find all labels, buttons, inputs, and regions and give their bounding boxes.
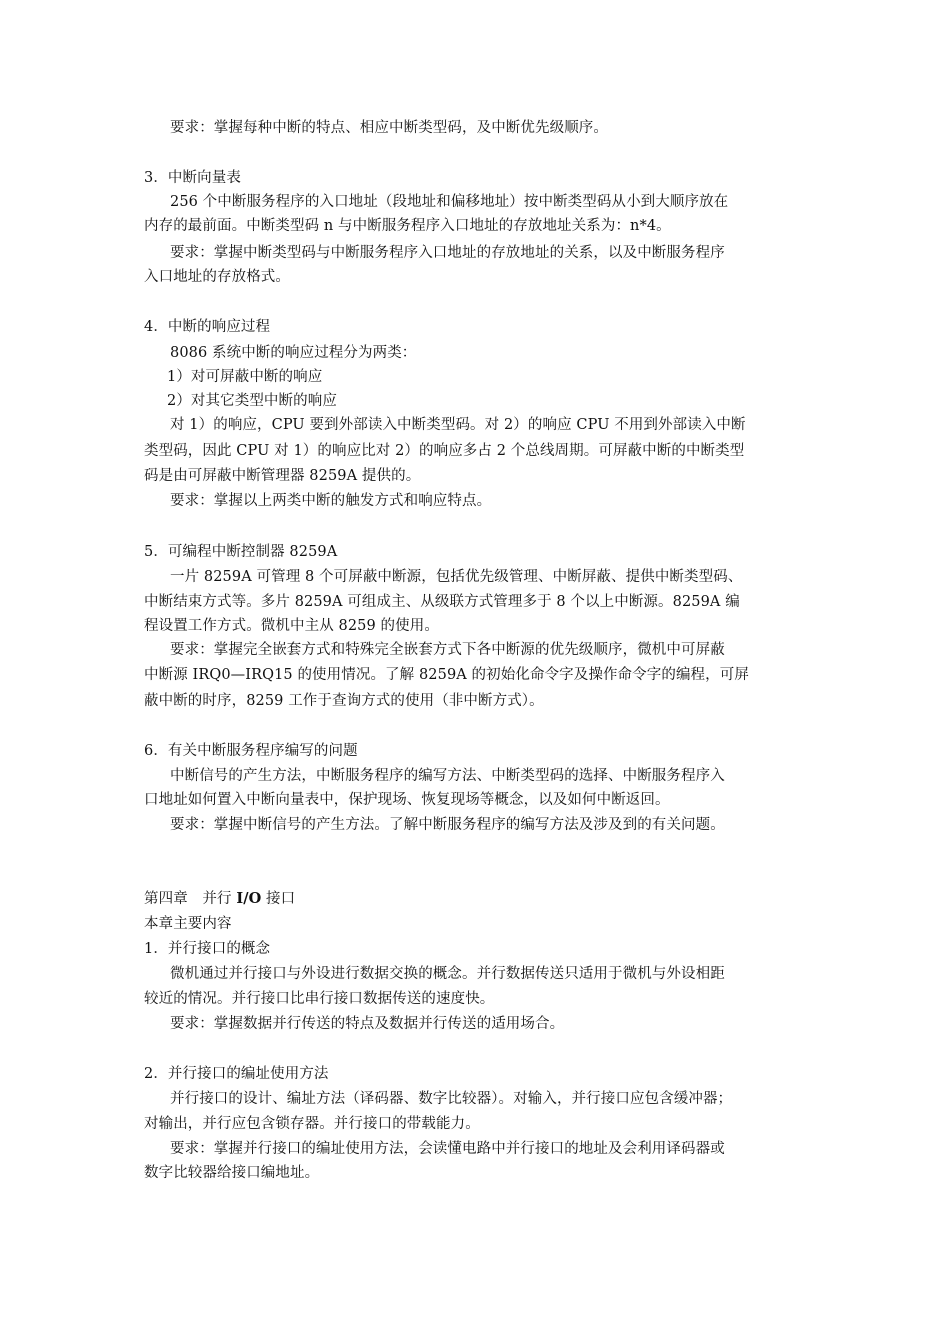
paragraph-line: 要求：掌握完全嵌套方式和特殊完全嵌套方式下各中断源的优先级顺序，微机中可屏蔽 xyxy=(170,642,725,658)
chapter-title-prefix: 第四章 并行 xyxy=(144,891,237,907)
paragraph-line: 要求：掌握中断类型码与中断服务程序入口地址的存放地址的关系，以及中断服务程序 xyxy=(170,245,725,261)
list-item: 1）对可屏蔽中断的响应 xyxy=(167,369,323,385)
section-heading: 1．并行接口的概念 xyxy=(144,941,271,957)
paragraph-line: 内存的最前面。中断类型码 n 与中断服务程序入口地址的存放地址关系为：n*4。 xyxy=(144,218,671,234)
paragraph-line: 中断结束方式等。多片 8259A 可组成主、从级联方式管理多于 8 个以上中断源。8259A 编 xyxy=(144,594,740,610)
paragraph-line: 要求：掌握以上两类中断的触发方式和响应特点。 xyxy=(170,493,492,509)
paragraph-line: 较近的情况。并行接口比串行接口数据传送的速度快。 xyxy=(144,991,495,1007)
chapter-title-bold: I/O xyxy=(236,890,262,907)
paragraph-line: 中断源 IRQ0—IRQ15 的使用情况。了解 8259A 的初始化命令字及操作命令字的编程，可屏 xyxy=(144,667,749,683)
paragraph-line: 口地址如何置入中断向量表中，保护现场、恢复现场等概念，以及如何中断返回。 xyxy=(144,792,670,808)
paragraph-line: 256 个中断服务程序的入口地址（段地址和偏移地址）按中断类型码从小到大顺序放在 xyxy=(170,194,729,210)
paragraph-line: 入口地址的存放格式。 xyxy=(144,269,290,285)
paragraph-line: 码是由可屏蔽中断管理器 8259A 提供的。 xyxy=(144,468,421,484)
paragraph-line: 对输出，并行应包含锁存器。并行接口的带载能力。 xyxy=(144,1116,480,1132)
paragraph-line: 对 1）的响应，CPU 要到外部读入中断类型码。对 2）的响应 CPU 不用到外部读入中断 xyxy=(170,417,746,433)
section-heading: 4．中断的响应过程 xyxy=(144,319,271,335)
paragraph-line: 类型码，因此 CPU 对 1）的响应比对 2）的响应多占 2 个总线周期。可屏蔽中断的中断类型 xyxy=(144,443,745,459)
list-item: 2）对其它类型中断的响应 xyxy=(167,393,337,409)
section-heading: 6．有关中断服务程序编写的问题 xyxy=(144,743,358,759)
paragraph-line: 要求：掌握每种中断的特点、相应中断类型码，及中断优先级顺序。 xyxy=(170,120,608,136)
paragraph-line: 要求：掌握并行接口的编址使用方法，会读懂电路中并行接口的地址及会利用译码器或 xyxy=(170,1141,725,1157)
paragraph-line: 程设置工作方式。微机中主从 8259 的使用。 xyxy=(144,618,439,634)
paragraph-line: 蔽中断的时序，8259 工作于查询方式的使用（非中断方式）。 xyxy=(144,693,544,709)
chapter-title xyxy=(144,887,810,911)
section-heading: 2．并行接口的编址使用方法 xyxy=(144,1066,329,1082)
paragraph-line: 并行接口的设计、编址方法（译码器、数字比较器）。对输入，并行接口应包含缓冲器； xyxy=(170,1091,733,1107)
chapter-title-suffix: 接口 xyxy=(261,891,296,907)
paragraph-line: 8086 系统中断的响应过程分为两类： xyxy=(170,345,417,361)
chapter-subtitle: 本章主要内容 xyxy=(144,916,232,932)
paragraph-line: 中断信号的产生方法，中断服务程序的编写方法、中断类型码的选择、中断服务程序入 xyxy=(170,768,725,784)
paragraph-line: 数字比较器给接口编地址。 xyxy=(144,1165,320,1181)
paragraph-line: 要求：掌握中断信号的产生方法。了解中断服务程序的编写方法及涉及到的有关问题。 xyxy=(170,817,725,833)
paragraph-line: 微机通过并行接口与外设进行数据交换的概念。并行数据传送只适用于微机与外设相距 xyxy=(170,966,725,982)
section-heading: 5．可编程中断控制器 8259A xyxy=(144,544,338,560)
paragraph-line: 一片 8259A 可管理 8 个可屏蔽中断源，包括优先级管理、中断屏蔽、提供中断类型码、 xyxy=(170,569,743,585)
section-heading: 3．中断向量表 xyxy=(144,170,241,186)
paragraph-line: 要求：掌握数据并行传送的特点及数据并行传送的适用场合。 xyxy=(170,1016,565,1032)
